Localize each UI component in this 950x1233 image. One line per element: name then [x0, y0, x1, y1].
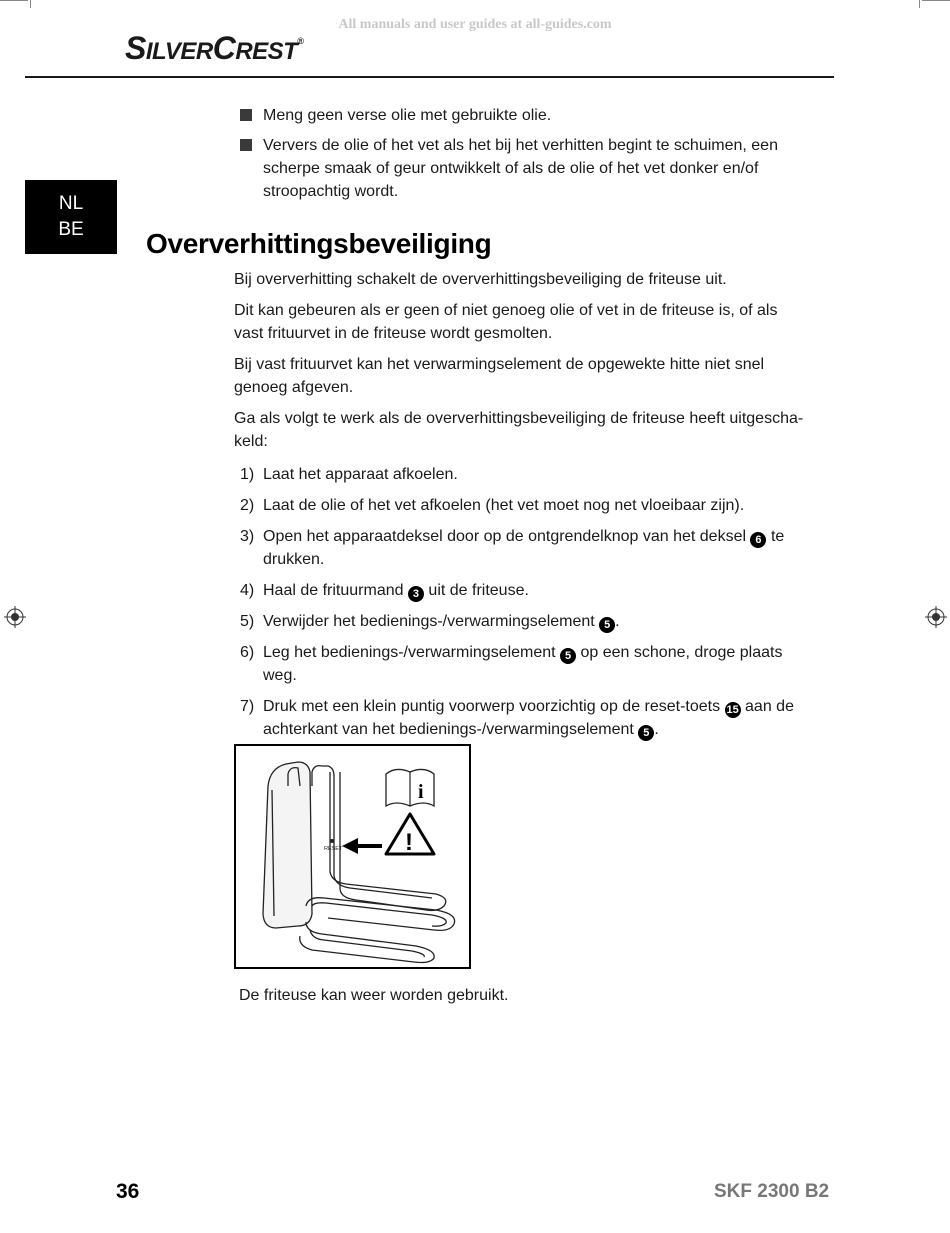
caption: De friteuse kan weer worden gebruikt. [239, 987, 509, 1004]
brand-logo: SILVERCREST® [125, 30, 304, 66]
model-number: SKF 2300 B2 [714, 1181, 830, 1202]
bullet-list [240, 104, 800, 210]
header-rule [25, 76, 834, 78]
part-number-badge: 5 [599, 617, 615, 633]
step-item: 1) Laat het apparaat afkoelen. [240, 466, 458, 483]
paragraph: Bij oververhitting schakelt de oververhittingsbeveiliging de friteuse uit. [234, 271, 727, 288]
bullet-square-icon [240, 139, 252, 151]
paragraph: Ga als volgt te werk als de oververhittingsbeveiliging de friteuse heeft uitgescha-keld: [234, 410, 804, 450]
crop-mark-left [30, 0, 31, 8]
bullet-square-icon [240, 109, 252, 121]
part-number-badge: 15 [726, 704, 739, 716]
registration-mark-icon [925, 606, 947, 628]
reset-illustration [234, 744, 471, 969]
watermark: All manuals and user guides at all-guides.com [338, 17, 612, 32]
paragraph: Dit kan gebeuren als er geen of niet genoeg olie of vet in de friteuse is, of als vast frituurvet in de friteuse wordt gesmolten. [234, 302, 778, 342]
crop-mark-right [919, 0, 920, 8]
part-number-badge: 3 [408, 586, 424, 602]
bullet-item: Meng geen verse olie met gebruikte olie. [240, 104, 800, 127]
info-book-icon [386, 769, 434, 806]
warning-symbol: ! [405, 829, 413, 856]
steps-list [240, 463, 810, 749]
step-item: 6) Leg het bedienings-/verwarmingselement 5 op een schone, droge plaats weg. [240, 644, 783, 684]
step-item: 2) Laat de olie of het vet afkoelen (het vet moet nog net vloeibaar zijn). [240, 497, 745, 514]
paragraph: Bij vast frituurvet kan het verwarmingselement de opgewekte hitte niet snel genoeg afgeven. [234, 356, 765, 396]
step-item: 3) Open het apparaatdeksel door op de ontgrendelknop van het deksel 6 te drukken. [240, 528, 785, 568]
reset-label: RESET [324, 846, 343, 852]
heating-element-drawing [236, 746, 469, 967]
registration-mark-icon [4, 606, 26, 628]
crop-mark-top-right [922, 0, 950, 1]
warning-triangle-icon [386, 814, 434, 856]
language-code-nl: NL [58, 193, 84, 214]
arrow-left-icon [342, 838, 382, 854]
language-code-be: BE [58, 219, 84, 240]
bullet-item: Ververs de olie of het vet als het bij het verhitten begint te schuimen, een scherpe smaak of geur ontwikkelt of als de olie of het vet donker en/of stroopachtig wordt. [240, 134, 800, 203]
step-item: 5) Verwijder het bedienings-/verwarmingselement 5 . [240, 613, 620, 631]
section-paragraphs [234, 268, 804, 461]
info-symbol: i [418, 781, 424, 803]
part-number-badge: 5 [638, 725, 654, 741]
page-number: 36 [116, 1180, 140, 1203]
crop-mark-top-left [0, 0, 28, 1]
step-item: 4) Haal de frituurmand 3 uit de friteuse. [240, 582, 529, 600]
step-item: 7) Druk met een klein puntig voorwerp voorzichtig op de reset-toets 15 aan de achterkant van het bedienings-/verwarmingselement 5 . [240, 698, 794, 739]
language-tab [25, 180, 117, 254]
part-number-badge: 5 [560, 648, 576, 664]
part-number-badge: 6 [750, 532, 766, 548]
section-title: Oververhittingsbeveiliging [146, 228, 492, 259]
